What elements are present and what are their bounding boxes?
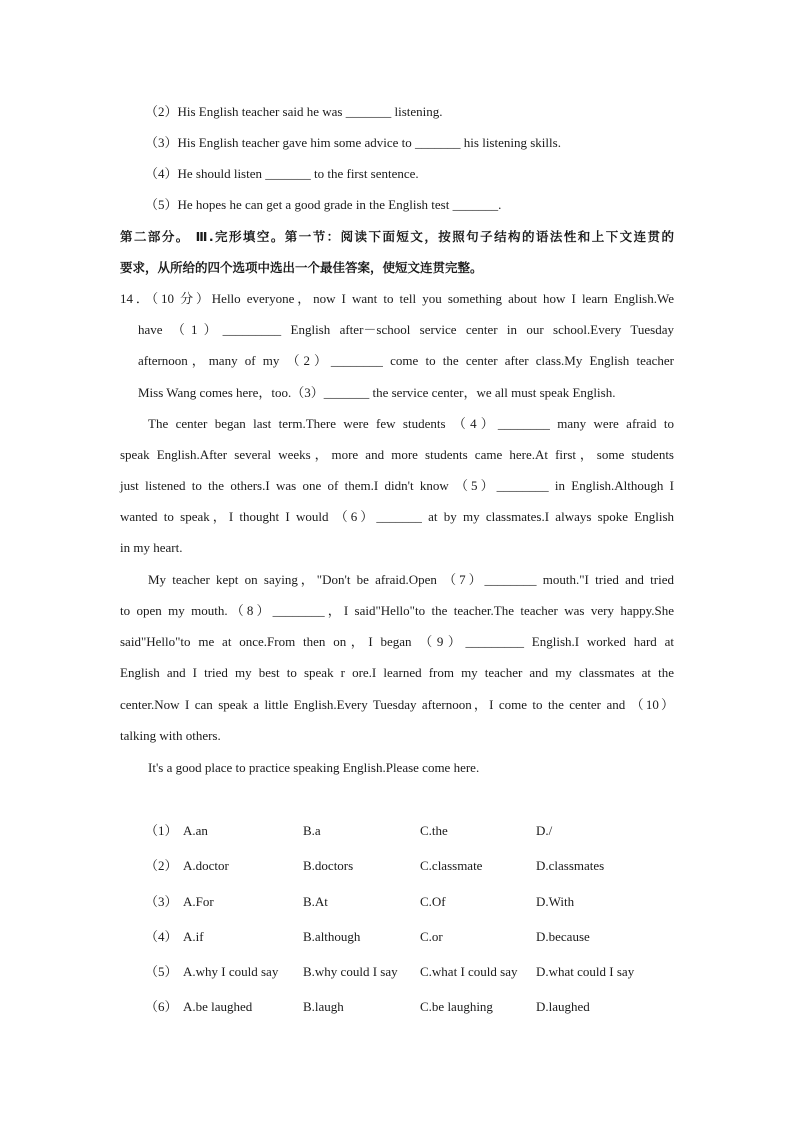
option-b: B.doctors (303, 858, 354, 873)
option-b: B.why could I say (303, 964, 398, 979)
sub-question-4: （4）He should listen _______ to the first sentence. (145, 166, 419, 181)
passage-p2-line-4: wanted to speak，I thought I would （6）_______ at by my classmates.I always spoke English (120, 509, 674, 524)
sub-question-2: （2）His English teacher said he was _______ listening. (145, 104, 443, 119)
option-b: B.although (303, 929, 361, 944)
option-c: C.classmate (420, 858, 483, 873)
option-number: （3） (145, 894, 178, 909)
passage-p1-line-4: Miss Wang comes here，too.（3）_______ the service center，we all must speak English. (138, 385, 616, 400)
passage-p1-line-3: afternoon，many of my （2）________ come to the center after class.My English teacher (138, 353, 674, 368)
passage-p2-line-5: in my heart. (120, 540, 183, 555)
section-header-line-2: 要求，从所给的四个选项中选出一个最佳答案，使短文连贯完整。 (120, 260, 483, 275)
option-b: B.a (303, 823, 321, 838)
option-d: D.laughed (536, 999, 590, 1014)
passage-p2-line-3: just listened to the others.I was one of them.I didn't know （5）________ in English.Although I (120, 478, 674, 493)
passage-p1-line-1: 14．（10 分）Hello everyone，now I want to tell you something about how I learn English.We (120, 291, 674, 306)
passage-p3-line-6: talking with others. (120, 728, 221, 743)
sub-question-5: （5）He hopes he can get a good grade in the English test _______. (145, 197, 502, 212)
option-c: C.or (420, 929, 443, 944)
passage-p1-line-2: have （1）_________ English after－school service center in our school.Every Tuesday (138, 322, 674, 337)
option-c: C.Of (420, 894, 446, 909)
option-number: （6） (145, 999, 178, 1014)
option-d: D.what could I say (536, 964, 635, 979)
passage-p4-line-1: It's a good place to practice speaking English.Please come here. (148, 760, 480, 775)
option-d: D.With (536, 894, 575, 909)
option-b: B.laugh (303, 999, 344, 1014)
passage-p3-line-2: to open my mouth.（8）________，I said"Hello"to the teacher.The teacher was very happy.She (120, 603, 674, 618)
option-a: A.why I could say (183, 964, 279, 979)
sub-question-3: （3）His English teacher gave him some advice to _______ his listening skills. (145, 135, 561, 150)
option-number: （1） (145, 823, 178, 838)
option-a: A.For (183, 894, 214, 909)
option-number: （4） (145, 929, 178, 944)
passage-p2-line-2: speak English.After several weeks，more and more students came here.At first，some students (120, 447, 674, 462)
option-d: D.because (536, 929, 590, 944)
option-c: C.the (420, 823, 448, 838)
passage-p3-line-5: center.Now I can speak a little English.Every Tuesday afternoon，I come to the center and （10） (120, 697, 674, 712)
passage-p3-line-1: My teacher kept on saying，"Don't be afraid.Open （7）________ mouth."I tried and tried (148, 572, 674, 587)
option-a: A.be laughed (183, 999, 253, 1014)
option-d: D.classmates (536, 858, 605, 873)
option-number: （5） (145, 964, 178, 979)
option-a: A.doctor (183, 858, 229, 873)
section-header-line-1: 第二部分。 Ⅲ.完形填空。第一节：阅读下面短文，按照句子结构的语法性和上下文连贯的 (120, 229, 674, 244)
option-a: A.an (183, 823, 208, 838)
passage-p3-line-3: said"Hello"to me at once.From then on，I began （9）_________ English.I worked hard at (120, 634, 674, 649)
option-d: D./ (536, 823, 553, 838)
option-c: C.what I could say (420, 964, 518, 979)
option-b: B.At (303, 894, 328, 909)
option-c: C.be laughing (420, 999, 493, 1014)
option-a: A.if (183, 929, 204, 944)
option-number: （2） (145, 858, 178, 873)
passage-p3-line-4: English and I tried my best to speak r ore.I learned from my teacher and my classmates at the (120, 665, 674, 680)
passage-p2-line-1: The center began last term.There were few students （4）________ many were afraid to (148, 416, 674, 431)
